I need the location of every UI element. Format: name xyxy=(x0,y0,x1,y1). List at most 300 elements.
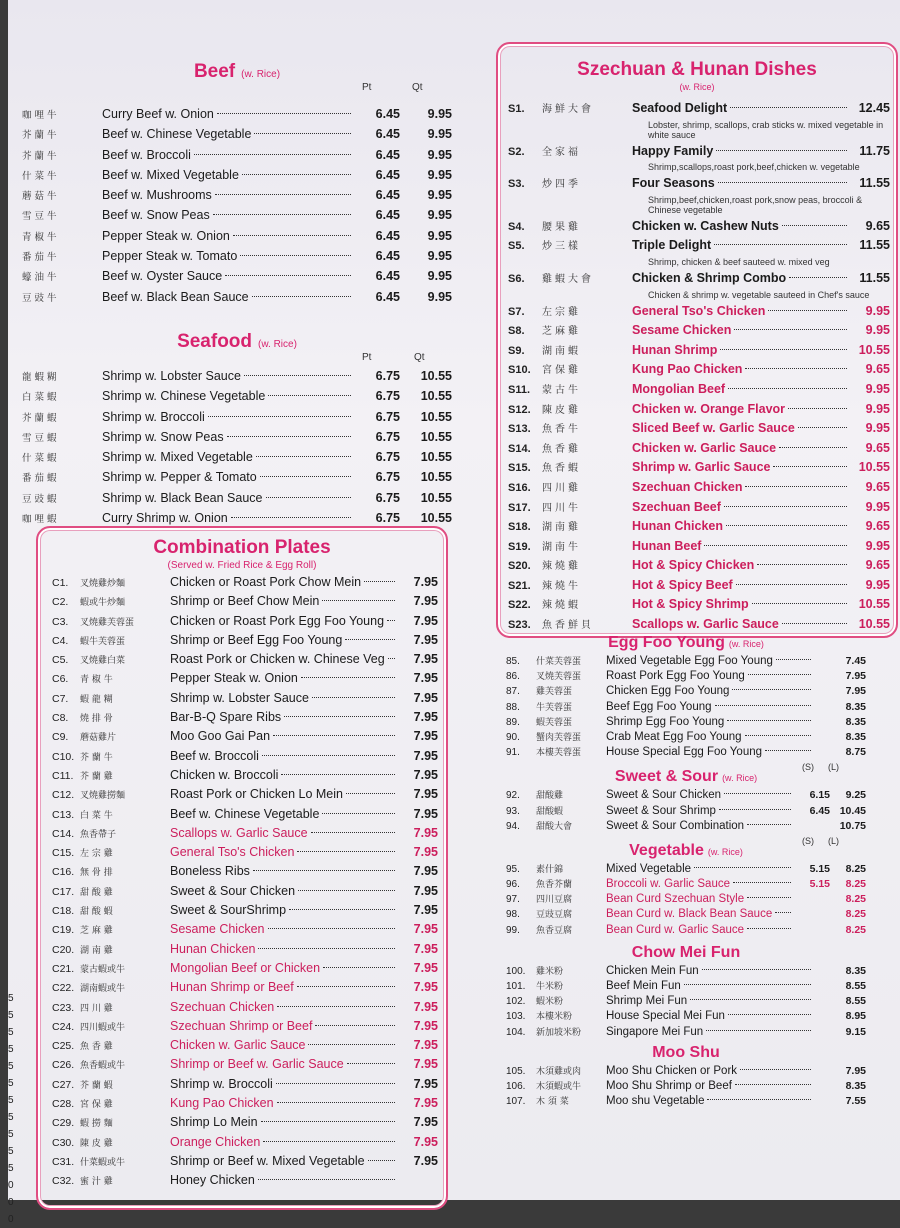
szechuan-item xyxy=(508,420,890,440)
item-code: S23. xyxy=(508,619,531,632)
item-code: C1. xyxy=(52,577,69,589)
price: 7.95 xyxy=(413,941,438,956)
item-code: S4. xyxy=(508,220,525,233)
vegetable-s-header: (S) xyxy=(802,835,814,846)
chinese-name: 左 宗 雞 xyxy=(80,849,113,860)
egg-foo-young-item xyxy=(506,654,866,669)
item-code: S7. xyxy=(508,305,525,318)
dish-name: Hunan Beef xyxy=(632,538,702,553)
chinese-name: 咖 哩 蝦 xyxy=(22,514,57,526)
leader-dots xyxy=(213,213,351,215)
price: 7.95 xyxy=(413,825,438,840)
price-quart: 9.95 xyxy=(427,147,452,162)
price-large: 9.25 xyxy=(845,789,866,802)
chinese-name: 叉燒雞炒麵 xyxy=(80,579,126,589)
price: 11.75 xyxy=(859,143,890,158)
item-code: 99. xyxy=(506,924,520,936)
price-quart: 9.95 xyxy=(427,127,452,142)
item-code: C23. xyxy=(52,1001,75,1014)
price-large: 10.45 xyxy=(839,804,866,817)
chinese-name: 魚 香 雞 xyxy=(80,1042,113,1053)
price-pint: 6.45 xyxy=(375,188,400,203)
price-quart: 10.55 xyxy=(420,470,452,485)
chow-mei-fun-list xyxy=(506,964,866,1040)
chinese-name: 陳皮雞 xyxy=(542,404,581,416)
leader-dots xyxy=(297,985,395,987)
item-code: C8. xyxy=(52,712,69,725)
item-code: S14. xyxy=(508,442,531,455)
chinese-name: 牛芙蓉蛋 xyxy=(536,702,573,713)
chinese-name: 辣燒蝦 xyxy=(542,600,581,612)
leader-dots xyxy=(694,866,791,868)
price: 11.55 xyxy=(859,176,890,191)
dish-name: Moo Shu Shrimp or Beef xyxy=(606,1079,732,1092)
dish-name: Chicken or Roast Pork Chow Mein xyxy=(170,575,362,589)
leader-dots xyxy=(747,896,791,898)
leader-dots xyxy=(387,619,395,621)
combination-item xyxy=(52,652,438,671)
chinese-name: 湖南蝦或牛 xyxy=(80,984,126,995)
seafood-item xyxy=(22,369,452,389)
leader-dots xyxy=(217,112,351,114)
dish-name: Shrimp w. Black Bean Sauce xyxy=(102,490,263,505)
chow-mei-fun-title: Chow Mei Fun xyxy=(631,943,741,961)
chinese-name: 叉燒雞白菜 xyxy=(80,656,126,667)
chinese-name: 蝦 撈 麵 xyxy=(80,1119,113,1130)
chinese-name: 蘑 菇 牛 xyxy=(22,191,57,203)
item-code: S6. xyxy=(508,272,525,285)
beef-qt-header: Qt xyxy=(412,82,423,93)
sweet-sour-item xyxy=(506,788,866,803)
edge-digit: 5 xyxy=(8,1061,14,1072)
dish-description: Chicken & shrimp w. vegetable sauteed in Chef's sauce xyxy=(648,289,870,300)
combination-item xyxy=(52,942,438,961)
chinese-name: 蝦牛芙蓉蛋 xyxy=(80,636,126,647)
dish-name: Singapore Mei Fun xyxy=(606,1025,704,1038)
price: 9.95 xyxy=(865,421,890,436)
dish-name: Shrimp Mei Fun xyxy=(606,995,688,1008)
leader-dots xyxy=(740,1068,811,1070)
edge-digit: 5 xyxy=(8,1163,14,1174)
item-code: S13. xyxy=(508,423,531,436)
szechuan-item xyxy=(508,237,890,257)
price: 10.55 xyxy=(858,597,890,612)
szechuan-item xyxy=(508,270,890,290)
price: 7.95 xyxy=(413,690,438,705)
combination-item xyxy=(52,749,438,768)
szechuan-item xyxy=(508,342,890,362)
szechuan-note: (w. Rice) xyxy=(679,82,715,92)
price-quart: 9.95 xyxy=(427,188,452,203)
price-quart: 10.55 xyxy=(420,409,452,424)
dish-name: Happy Family xyxy=(632,143,714,158)
leader-dots xyxy=(277,1101,395,1103)
dish-name: Roast Pork or Chicken w. Chinese Veg xyxy=(170,652,385,667)
combination-item xyxy=(52,1154,438,1173)
seafood-section xyxy=(22,330,452,531)
dish-name: Beef Egg Foo Young xyxy=(606,700,712,713)
dish-name: Shrimp w. Lobster Sauce xyxy=(102,368,241,383)
beef-item xyxy=(22,229,452,249)
combination-item xyxy=(52,884,438,903)
chinese-name: 辣燒雞 xyxy=(542,561,581,573)
dish-name: Hot & Spicy Shrimp xyxy=(632,597,749,612)
price: 7.45 xyxy=(845,655,866,667)
moo-shu-title: Moo Shu xyxy=(652,1043,720,1061)
item-code: C30. xyxy=(52,1136,75,1149)
chow-mei-fun-item xyxy=(506,1025,866,1040)
dish-name: Curry Shrimp w. Onion xyxy=(102,511,228,526)
beef-item xyxy=(22,168,452,188)
leader-dots xyxy=(788,407,847,409)
leader-dots xyxy=(776,658,811,660)
dish-name: Boneless Ribs xyxy=(170,864,250,879)
szechuan-item xyxy=(508,557,890,577)
item-code: C12. xyxy=(52,789,75,802)
item-code: C17. xyxy=(52,885,75,898)
dish-name: House Special Mei Fun xyxy=(606,1010,725,1023)
price-small: 5.15 xyxy=(809,862,830,875)
vegetable-item xyxy=(506,923,866,938)
dish-name: Orange Chicken xyxy=(170,1134,261,1149)
price: 7.95 xyxy=(413,864,438,879)
dish-name: Pepper Steak w. Onion xyxy=(102,228,230,243)
szechuan-hunan-box xyxy=(496,42,898,638)
price-small: 6.15 xyxy=(809,789,830,802)
leader-dots xyxy=(208,415,351,417)
dish-name: Beef w. Chinese Vegetable xyxy=(170,806,320,821)
price: 7.95 xyxy=(845,670,866,683)
price-quart: 9.95 xyxy=(427,249,452,264)
price-pint: 6.75 xyxy=(375,429,400,444)
leader-dots xyxy=(268,394,351,396)
leader-dots xyxy=(745,367,847,369)
item-code: 101. xyxy=(506,981,526,992)
chinese-name: 芥 蘭 雞 xyxy=(80,771,113,782)
price: 7.95 xyxy=(413,594,438,609)
dish-name: Beef w. Black Bean Sauce xyxy=(102,289,249,304)
combination-item xyxy=(52,633,438,652)
combination-item xyxy=(52,729,438,748)
item-code: C27. xyxy=(52,1078,75,1091)
price: 7.95 xyxy=(413,787,438,802)
chinese-name: 木須雞或肉 xyxy=(536,1066,582,1077)
seafood-item xyxy=(22,410,452,430)
leader-dots xyxy=(268,927,396,929)
leader-dots xyxy=(715,704,811,706)
item-code: 85. xyxy=(506,656,520,667)
edge-digit: 5 xyxy=(8,1095,14,1106)
dish-name: Crab Meat Egg Foo Young xyxy=(606,730,742,743)
dish-name: Beef w. Broccoli xyxy=(170,748,259,763)
leader-dots xyxy=(707,1098,811,1100)
sweet-sour-list xyxy=(506,788,866,834)
item-code: S15. xyxy=(508,462,531,475)
leader-dots xyxy=(733,881,791,883)
item-code: S18. xyxy=(508,521,531,534)
dish-name: Shrimp w. Broccoli xyxy=(102,409,205,424)
price: 11.55 xyxy=(859,238,890,253)
leader-dots xyxy=(263,1140,395,1142)
item-code: 97. xyxy=(506,894,520,906)
price: 8.55 xyxy=(845,995,866,1008)
price: 7.95 xyxy=(413,767,438,782)
beef-item xyxy=(22,269,452,289)
price: 9.95 xyxy=(865,401,890,416)
vegetable-item xyxy=(506,907,866,922)
right-lower-column xyxy=(506,632,866,1109)
szechuan-item xyxy=(508,381,890,401)
price: 7.95 xyxy=(413,671,438,686)
item-code: C26. xyxy=(52,1059,75,1072)
sweet-sour-section xyxy=(506,762,866,834)
leader-dots xyxy=(258,947,395,949)
leader-dots xyxy=(284,715,395,717)
leader-dots xyxy=(346,792,395,794)
price: 7.95 xyxy=(413,1057,438,1072)
item-code: S9. xyxy=(508,344,525,357)
item-code: C31. xyxy=(52,1155,75,1168)
dish-name: Bean Curd w. Black Bean Sauce xyxy=(606,908,773,921)
combination-item xyxy=(52,1038,438,1057)
price: 7.95 xyxy=(413,845,438,860)
dish-name: Bar-B-Q Spare Ribs xyxy=(170,710,282,725)
leader-dots xyxy=(775,911,791,913)
beef-list xyxy=(22,107,452,310)
item-code: C18. xyxy=(52,905,75,918)
leader-dots xyxy=(798,426,847,428)
chinese-name: 湖 南 雞 xyxy=(80,945,113,956)
seafood-pt-header: Pt xyxy=(362,351,372,363)
leader-dots xyxy=(244,374,351,376)
dish-description: Shrimp,scallops,roast pork,beef,chicken w. vegetable xyxy=(648,162,860,173)
szechuan-item xyxy=(508,596,890,616)
chow-mei-fun-item xyxy=(506,964,866,979)
price: 7.95 xyxy=(413,1153,438,1168)
combination-item xyxy=(52,1019,438,1038)
szechuan-item xyxy=(508,499,890,519)
dish-name: Beef w. Oyster Sauce xyxy=(102,269,223,284)
dish-name: Sweet & SourShrimp xyxy=(170,903,287,918)
price: 10.55 xyxy=(858,342,890,357)
dish-name: Shrimp w. Garlic Sauce xyxy=(632,460,771,475)
price: 7.95 xyxy=(413,710,438,725)
dish-name: Shrimp w. Lobster Sauce xyxy=(170,690,309,705)
szechuan-item xyxy=(508,175,890,195)
combination-item xyxy=(52,1096,438,1115)
beef-item xyxy=(22,290,452,310)
leader-dots xyxy=(347,1062,395,1064)
chinese-name: 魚香雞 xyxy=(542,443,581,455)
item-code: 102. xyxy=(506,996,526,1008)
szechuan-item xyxy=(508,303,890,323)
price: 9.95 xyxy=(865,538,890,553)
item-code: 100. xyxy=(506,965,526,977)
szechuan-item xyxy=(508,440,890,460)
combination-item xyxy=(52,594,438,613)
chinese-name: 甜酸雞 xyxy=(536,791,564,802)
price: 7.95 xyxy=(413,903,438,918)
price-pint: 6.45 xyxy=(375,249,400,264)
chinese-name: 番 茄 蝦 xyxy=(22,473,57,485)
dish-name: Kung Pao Chicken xyxy=(170,1096,274,1111)
seafood-list xyxy=(22,369,452,531)
combination-item xyxy=(52,614,438,633)
price-pint: 6.45 xyxy=(375,269,400,284)
price-quart: 9.95 xyxy=(427,167,452,182)
price-pint: 6.75 xyxy=(375,511,400,526)
beef-item xyxy=(22,107,452,127)
dish-name: Honey Chicken xyxy=(170,1173,255,1188)
item-code: C6. xyxy=(52,673,69,686)
item-code: 95. xyxy=(506,863,520,875)
combination-item xyxy=(52,807,438,826)
chinese-name: 魚香帶子 xyxy=(80,829,117,840)
seafood-item xyxy=(22,389,452,409)
leader-dots xyxy=(254,132,351,134)
combination-item xyxy=(52,575,438,594)
chinese-name: 四川雞 xyxy=(542,482,581,494)
chinese-name: 什 菜 蝦 xyxy=(22,453,57,465)
leader-dots xyxy=(702,968,811,970)
price-large: 8.25 xyxy=(845,893,866,906)
dish-name: Bean Curd w. Garlic Sauce xyxy=(606,923,745,936)
dish-name: Roast Pork Egg Foo Young xyxy=(606,670,745,683)
dish-name: Moo shu Vegetable xyxy=(606,1095,705,1108)
beef-section xyxy=(22,60,452,310)
price: 7.95 xyxy=(413,806,438,821)
leader-dots xyxy=(281,773,395,775)
leader-dots xyxy=(256,455,351,457)
combination-item xyxy=(52,710,438,729)
price-quart: 10.55 xyxy=(420,490,452,505)
price: 9.15 xyxy=(845,1025,866,1038)
chinese-name: 芥 蘭 蝦 xyxy=(80,1080,113,1091)
price: 7.95 xyxy=(845,1064,866,1077)
dish-name: Shrimp w. Snow Peas xyxy=(102,429,224,444)
combination-item xyxy=(52,864,438,883)
dish-name: Shrimp w. Pepper & Tomato xyxy=(102,470,257,485)
price-large: 8.25 xyxy=(845,862,866,875)
dish-name: Szechuan Chicken xyxy=(632,479,743,494)
item-code: S21. xyxy=(508,579,531,592)
chinese-name: 咖 哩 牛 xyxy=(22,110,57,121)
dish-description: Lobster, shrimp, scallops, crab sticks w. mixed vegetable in white sauce xyxy=(648,119,884,140)
leader-dots xyxy=(736,583,847,585)
egg-foo-young-item xyxy=(506,730,866,745)
leader-dots xyxy=(233,234,351,236)
dish-name: Triple Delight xyxy=(632,238,712,253)
dish-name: Moo Shu Chicken or Pork xyxy=(606,1064,738,1077)
price-pint: 6.75 xyxy=(375,409,400,424)
chinese-name: 魚香蝦 xyxy=(542,463,581,475)
chinese-name: 青 椒 牛 xyxy=(80,675,113,686)
moo-shu-item xyxy=(506,1064,866,1079)
chinese-name: 豆 豉 牛 xyxy=(22,292,57,304)
egg-foo-young-item xyxy=(506,715,866,730)
item-code: S11. xyxy=(508,383,531,396)
chinese-name: 蟹肉芙蓉蛋 xyxy=(536,732,582,743)
item-code: 107. xyxy=(506,1096,526,1108)
item-code: S17. xyxy=(508,501,531,514)
price: 7.95 xyxy=(413,960,438,975)
item-code: 106. xyxy=(506,1080,526,1092)
combination-item xyxy=(52,768,438,787)
leader-dots xyxy=(720,348,847,350)
vegetable-item xyxy=(506,877,866,892)
leader-dots xyxy=(311,831,395,833)
chinese-name: 無 骨 排 xyxy=(80,868,113,879)
leader-dots xyxy=(215,193,351,195)
price: 7.95 xyxy=(413,1018,438,1033)
leader-dots xyxy=(724,792,791,794)
chinese-name: 雞米粉 xyxy=(536,966,564,977)
chow-mei-fun-item xyxy=(506,994,866,1009)
item-code: C5. xyxy=(52,654,69,667)
leader-dots xyxy=(724,505,847,507)
price-quart: 9.95 xyxy=(427,289,452,304)
price: 9.65 xyxy=(865,558,890,573)
chinese-name: 辣燒牛 xyxy=(542,580,581,592)
chinese-name: 湖南牛 xyxy=(542,541,581,553)
dish-name: Mixed Vegetable xyxy=(606,862,692,875)
combination-item xyxy=(52,1077,438,1096)
chinese-name: 雞芙蓉蛋 xyxy=(536,687,573,698)
szechuan-item xyxy=(508,361,890,381)
dish-name: General Tso's Chicken xyxy=(170,845,295,860)
beef-item xyxy=(22,188,452,208)
menu-page xyxy=(8,0,900,1225)
szechuan-item xyxy=(508,538,890,558)
dish-name: Mongolian Beef xyxy=(632,381,726,396)
szechuan-item xyxy=(508,401,890,421)
leader-dots xyxy=(260,475,351,477)
sweet-sour-s-header: (S) xyxy=(802,762,814,773)
dish-name: Curry Beef w. Onion xyxy=(102,107,214,121)
dish-name: Beef w. Mixed Vegetable xyxy=(102,167,239,182)
dish-description: Shrimp,beef,chicken,roast pork,snow peas, broccoli & Chinese vegetable xyxy=(648,194,863,215)
item-code: S10. xyxy=(508,364,531,377)
chinese-name: 番 茄 牛 xyxy=(22,252,57,264)
price-small: 6.45 xyxy=(809,804,830,817)
item-code: C22. xyxy=(52,982,75,995)
chinese-name: 芥 蘭 蝦 xyxy=(22,412,57,424)
item-code: 93. xyxy=(506,805,520,817)
item-code: S8. xyxy=(508,325,525,338)
leader-dots xyxy=(261,1120,395,1122)
leader-dots xyxy=(719,808,791,810)
chinese-name: 蝦 龍 糊 xyxy=(80,694,113,705)
chinese-name: 白 菜 牛 xyxy=(80,810,113,821)
price-pint: 6.75 xyxy=(375,368,400,383)
price-pint: 6.75 xyxy=(375,470,400,485)
item-code: S1. xyxy=(508,103,525,115)
beef-item xyxy=(22,127,452,147)
price: 7.95 xyxy=(413,922,438,937)
szechuan-list xyxy=(498,100,896,636)
leader-dots xyxy=(716,149,847,151)
chinese-name: 甜酸蝦 xyxy=(536,806,564,817)
item-code: S12. xyxy=(508,403,531,416)
edge-digit: 5 xyxy=(8,1112,14,1123)
chinese-name: 甜 酸 雞 xyxy=(80,887,113,898)
price: 9.95 xyxy=(865,303,890,318)
item-code: C4. xyxy=(52,634,69,647)
beef-item xyxy=(22,148,452,168)
price-pint: 6.45 xyxy=(375,107,400,121)
dish-name: Chicken w. Cashew Nuts xyxy=(632,218,779,233)
chinese-name: 魚香芥蘭 xyxy=(536,880,573,891)
